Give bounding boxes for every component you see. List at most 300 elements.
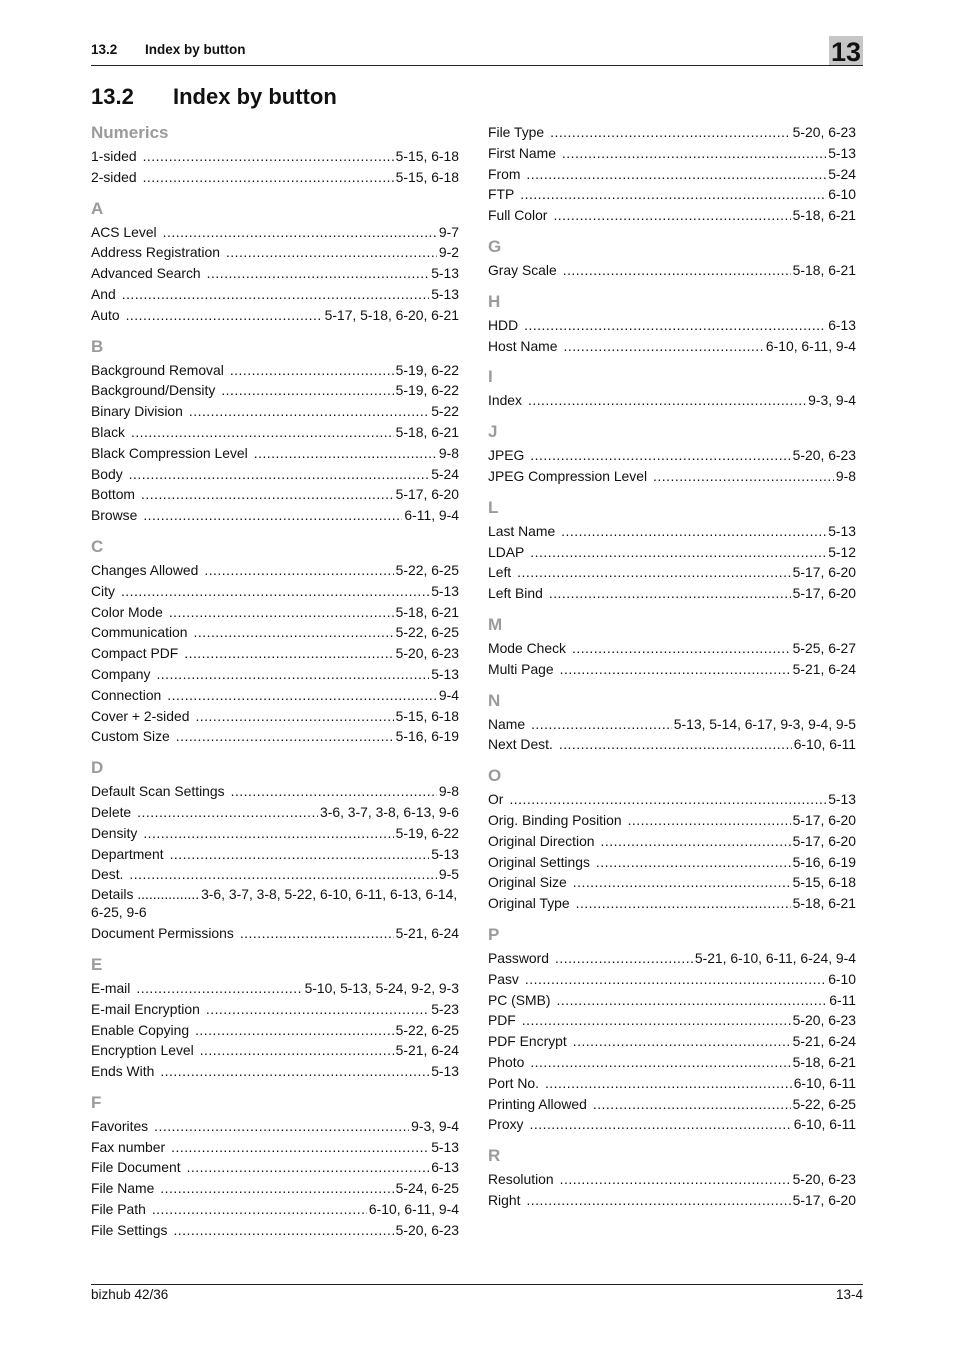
index-entry [488, 445, 856, 466]
index-page-refs: 5-21, 6-24 [792, 1033, 856, 1050]
dot-leader [176, 726, 394, 747]
index-term: File Name [91, 1180, 155, 1197]
dot-leader [167, 685, 437, 706]
index-entry [91, 1178, 459, 1199]
index-term: Left [488, 564, 512, 581]
index-entry [91, 781, 459, 802]
index-page-refs: 5-18, 6-21 [395, 423, 459, 440]
page-title-text: Index by button [173, 84, 337, 109]
index-page-refs: 5-18, 6-21 [792, 261, 856, 278]
dot-leader [143, 823, 393, 844]
index-entry [488, 336, 856, 357]
index-term: File Type [488, 124, 545, 140]
index-entry [91, 263, 459, 284]
index-page-refs: 5-22, 6-25 [792, 1095, 856, 1112]
index-term: PDF [488, 1012, 516, 1029]
index-page-refs: 6-10 [828, 970, 856, 987]
index-term: Ends With [91, 1063, 155, 1080]
index-entry [488, 1190, 856, 1211]
dot-leader [136, 978, 302, 999]
index-entry [91, 505, 459, 526]
index-entry [488, 1114, 856, 1135]
dot-leader [163, 222, 437, 243]
index-term: Advanced Search [91, 265, 201, 282]
dot-leader [545, 1073, 792, 1094]
index-entry [91, 643, 459, 664]
dot-leader [254, 443, 437, 464]
index-letter-heading: J [488, 422, 498, 442]
index-page-refs: 5-21, 6-24 [395, 925, 459, 942]
dot-leader [528, 390, 806, 411]
index-term: Proxy [488, 1116, 524, 1133]
index-entry [91, 464, 459, 485]
dot-leader [563, 260, 791, 281]
index-term: Host Name [488, 337, 558, 354]
index-page-refs: 5-19, 6-22 [395, 824, 459, 841]
index-term: Fax number [91, 1138, 166, 1155]
dot-leader [531, 714, 672, 735]
index-term: JPEG [488, 447, 525, 464]
index-page-refs: 5-20, 6-23 [395, 1221, 459, 1238]
index-page-refs: 6-10, 6-11, 9-4 [765, 337, 856, 354]
index-term: E-mail Encryption [91, 1000, 200, 1017]
dot-leader [576, 893, 791, 914]
index-column-right [488, 122, 856, 1211]
index-term: Port No. [488, 1074, 539, 1091]
dot-leader [509, 789, 826, 810]
dot-leader [557, 990, 828, 1011]
index-entry [488, 734, 856, 755]
index-page-refs: 6-10, 6-11 [793, 1116, 856, 1133]
index-term: Bottom [91, 486, 136, 503]
dot-leader [226, 242, 437, 263]
index-letter-heading: I [488, 367, 493, 387]
running-header [91, 42, 246, 57]
index-entry [91, 167, 459, 188]
index-page-refs: 9-3, 9-4 [808, 392, 856, 409]
index-page-refs: 6-13 [431, 1159, 459, 1176]
index-letter-heading: Numerics [91, 123, 169, 142]
index-entry [91, 422, 459, 443]
dot-leader [152, 1199, 367, 1220]
index-term: Multi Page [488, 660, 554, 677]
index-page-refs: 5-16, 6-19 [792, 853, 856, 870]
index-term: FTP [488, 186, 515, 203]
dot-leader [561, 521, 826, 542]
dot-leader [596, 852, 791, 873]
index-letter-heading: M [488, 614, 503, 634]
dot-leader [126, 305, 323, 326]
index-entry [91, 685, 459, 706]
index-entry [488, 521, 856, 542]
index-page-refs: 5-12 [828, 543, 856, 560]
dot-leader [553, 205, 790, 226]
index-term: Photo [488, 1053, 525, 1070]
index-term: Or [488, 791, 504, 808]
index-page-refs: 5-17, 6-20 [792, 1191, 856, 1208]
index-entry [488, 205, 856, 226]
index-entry [91, 1116, 459, 1137]
index-page-refs: 5-18, 6-21 [792, 207, 856, 224]
index-term: Density [91, 824, 138, 841]
index-term: 1-sided [91, 148, 137, 164]
index-entry [488, 872, 856, 893]
index-term: Last Name [488, 522, 556, 539]
dot-leader [573, 872, 791, 893]
index-entry [488, 810, 856, 831]
index-page-refs: 5-13 [431, 845, 459, 862]
index-page-refs: 6-11 [829, 991, 856, 1008]
index-term: Binary Division [91, 403, 183, 420]
header-section-number: 13.2 [91, 42, 118, 57]
dot-leader [143, 505, 402, 526]
index-term: Encryption Level [91, 1042, 194, 1059]
dot-leader [230, 360, 394, 381]
index-entry [488, 122, 856, 143]
index-page-refs: 5-13 [828, 522, 856, 539]
index-page-refs: 6-11, 9-4 [404, 507, 459, 524]
index-entry [91, 1137, 459, 1158]
index-term: File Document [91, 1159, 181, 1176]
index-term: Changes Allowed [91, 561, 199, 578]
dot-leader [143, 167, 394, 188]
dot-leader [160, 1178, 393, 1199]
index-term: Full Color [488, 207, 548, 224]
index-term: Company [91, 665, 151, 682]
index-page-refs: 9-8 [438, 783, 459, 800]
index-page-refs: 5-17, 5-18, 6-20, 6-21 [324, 306, 459, 323]
dot-leader [121, 581, 429, 602]
dot-leader [184, 643, 393, 664]
index-term: ACS Level [91, 223, 157, 240]
index-term: Connection [91, 686, 162, 703]
index-term: Password [488, 949, 549, 966]
index-term: Printing Allowed [488, 1095, 587, 1112]
index-entry [488, 714, 856, 735]
index-term: File Path [91, 1201, 146, 1218]
index-entry [91, 305, 459, 326]
index-letter-heading: O [488, 766, 502, 786]
dot-leader [141, 484, 394, 505]
index-page-refs: 5-21, 6-24 [792, 660, 856, 677]
index-letter-heading: N [488, 690, 501, 710]
index-page-refs: 5-13 [431, 265, 459, 282]
index-entry [488, 184, 856, 205]
index-entry [488, 789, 856, 810]
index-entry [488, 315, 856, 336]
index-entry [91, 885, 459, 923]
chapter-number-badge: 13 [830, 37, 862, 67]
index-page-refs: 5-13, 5-14, 6-17, 9-3, 9-4, 9-5 [673, 715, 856, 732]
dot-leader [653, 466, 834, 487]
index-entry [488, 562, 856, 583]
index-term: Favorites [91, 1117, 149, 1134]
index-entry [488, 1094, 856, 1115]
index-term: Pasv [488, 970, 519, 987]
index-page-refs: 9-5 [438, 866, 459, 883]
dot-leader [530, 445, 790, 466]
index-entry [91, 401, 459, 422]
dot-leader [530, 1052, 790, 1073]
index-term: File Settings [91, 1221, 168, 1238]
index-entry [488, 893, 856, 914]
index-term: Browse [91, 507, 138, 524]
index-term: Communication [91, 624, 188, 641]
index-term: Compact PDF [91, 645, 179, 662]
index-page-refs: 5-23 [431, 1000, 459, 1017]
index-letter-heading: C [91, 536, 104, 556]
dot-leader [169, 602, 394, 623]
dot-leader [171, 1137, 429, 1158]
header-section-title: Index by button [145, 42, 246, 57]
index-page-refs: 5-15, 6-18 [395, 168, 459, 185]
index-term: Document Permissions [91, 925, 234, 942]
index-entry [488, 638, 856, 659]
index-entry [488, 390, 856, 411]
dot-leader [526, 164, 826, 185]
dot-leader [206, 999, 429, 1020]
index-entry [488, 990, 856, 1011]
index-letter-heading: B [91, 336, 104, 356]
index-term: Black Compression Level [91, 444, 248, 461]
index-page-refs: 9-8 [835, 467, 856, 484]
header-divider [91, 65, 863, 66]
index-page-refs: 5-16, 6-19 [395, 728, 459, 745]
index-entry [488, 466, 856, 487]
dot-leader [520, 184, 826, 205]
index-letter-heading: A [91, 198, 104, 218]
index-entry [91, 443, 459, 464]
dot-leader [194, 622, 394, 643]
index-term: Address Registration [91, 244, 220, 261]
dot-leader [563, 336, 763, 357]
index-entry [488, 1052, 856, 1073]
page-title-number: 13.2 [91, 84, 134, 109]
index-term: Background Removal [91, 361, 224, 378]
dot-leader [195, 1020, 394, 1041]
index-page-refs: 9-4 [438, 686, 459, 703]
index-entry [91, 222, 459, 243]
index-page-refs: 6-10, 6-11, 9-4 [368, 1201, 459, 1218]
index-letter-heading: D [91, 758, 104, 778]
index-page-refs: 5-21, 6-24 [395, 1042, 459, 1059]
index-page-refs: 5-18, 6-21 [792, 1053, 856, 1070]
index-entry [91, 560, 459, 581]
index-term: Custom Size [91, 728, 170, 745]
index-entry [488, 143, 856, 164]
index-entry [91, 284, 459, 305]
index-letter-heading: G [488, 236, 502, 256]
index-page-refs: 5-17, 6-20 [792, 832, 856, 849]
dot-leader [156, 664, 429, 685]
index-page-refs: 5-24 [431, 465, 459, 482]
index-entry [91, 146, 459, 167]
dot-leader [550, 122, 791, 143]
dot-leader [525, 969, 826, 990]
dot-leader [555, 948, 693, 969]
dot-leader [628, 810, 791, 831]
index-term: PDF Encrypt [488, 1033, 567, 1050]
index-entry [488, 583, 856, 604]
dot-leader [122, 284, 429, 305]
index-entry [91, 581, 459, 602]
index-term: Default Scan Settings [91, 783, 225, 800]
index-term: Mode Check [488, 639, 566, 656]
index-entry [488, 831, 856, 852]
index-term: Details ................ [91, 886, 200, 903]
dot-leader [549, 583, 791, 604]
dot-leader [601, 831, 791, 852]
index-page-refs: 5-22, 6-25 [395, 624, 459, 641]
index-page-refs: 5-22 [431, 403, 459, 420]
index-entry [91, 844, 459, 865]
dot-leader [131, 422, 394, 443]
footer-product: bizhub 42/36 [91, 1287, 169, 1302]
index-page-refs: 9-8 [438, 444, 459, 461]
index-page-refs: 5-25, 6-27 [792, 639, 856, 656]
dot-leader [170, 844, 430, 865]
index-entry [488, 1073, 856, 1094]
index-entry [488, 852, 856, 873]
index-page-refs: 9-3, 9-4 [411, 1117, 459, 1134]
index-page-refs: 5-21, 6-10, 6-11, 6-24, 9-4 [694, 949, 856, 966]
index-letter-heading: H [488, 291, 501, 311]
index-term: LDAP [488, 543, 525, 560]
index-term: Orig. Binding Position [488, 811, 622, 828]
footer-page-number: 13-4 [835, 1287, 863, 1302]
index-page-refs: 6-10, 6-11 [793, 1074, 856, 1091]
dot-leader [204, 560, 393, 581]
index-page-refs: 5-22, 6-25 [395, 1021, 459, 1038]
index-term: 2-sided [91, 168, 137, 185]
index-term: Department [91, 845, 164, 862]
index-term: Cover + 2-sided [91, 707, 190, 724]
index-page-refs: 5-18, 6-21 [395, 603, 459, 620]
dot-leader [129, 464, 430, 485]
dot-leader [526, 1190, 790, 1211]
index-page-refs: 5-17, 6-20 [395, 486, 459, 503]
index-letter-heading: L [488, 497, 499, 517]
index-entry [488, 948, 856, 969]
index-page-refs: 5-20, 6-23 [792, 124, 856, 140]
dot-leader [530, 1114, 792, 1135]
index-term: Left Bind [488, 585, 543, 602]
index-page-refs: 5-17, 6-20 [792, 811, 856, 828]
index-entry [488, 969, 856, 990]
dot-leader [562, 143, 826, 164]
index-entry [91, 1199, 459, 1220]
index-letter-heading: R [488, 1146, 501, 1166]
dot-leader [173, 1220, 393, 1241]
index-page-refs: 5-13 [431, 1138, 459, 1155]
index-entry [488, 260, 856, 281]
index-page-refs: 3-6, 3-7, 3-8, 5-22, 6-10, 6-11, 6-13, 6-14, 6-25, 9-6 [91, 886, 458, 920]
index-entry [91, 380, 459, 401]
index-entry [91, 622, 459, 643]
index-page-refs: 5-17, 6-20 [792, 564, 856, 581]
index-entry [91, 802, 459, 823]
index-entry [91, 726, 459, 747]
dot-leader [524, 315, 826, 336]
index-entry [91, 360, 459, 381]
index-entry [91, 602, 459, 623]
index-page-refs: 5-24, 6-25 [395, 1180, 459, 1197]
index-page-refs: 5-13 [431, 285, 459, 302]
dot-leader [240, 923, 394, 944]
index-term: PC (SMB) [488, 991, 551, 1008]
index-entry [91, 1040, 459, 1061]
index-entry [488, 164, 856, 185]
dot-leader [530, 542, 826, 563]
index-page-refs: 9-2 [438, 244, 459, 261]
index-page-refs: 5-20, 6-23 [792, 1012, 856, 1029]
index-page-refs: 5-17, 6-20 [792, 585, 856, 602]
dot-leader [560, 659, 791, 680]
index-page-refs: 5-10, 5-13, 5-24, 9-2, 9-3 [304, 979, 459, 996]
index-page-refs: 5-13 [431, 665, 459, 682]
dot-leader [572, 638, 791, 659]
index-term: JPEG Compression Level [488, 467, 648, 484]
dot-leader [154, 1116, 409, 1137]
index-page-refs: 5-15, 6-18 [792, 874, 856, 891]
index-entry [488, 1010, 856, 1031]
index-term: Body [91, 465, 123, 482]
index-entry [91, 1020, 459, 1041]
dot-leader [143, 146, 394, 167]
dot-leader [560, 1169, 791, 1190]
index-term: Gray Scale [488, 261, 557, 278]
index-entry [91, 706, 459, 727]
index-entry [91, 1061, 459, 1082]
index-term: Index [488, 392, 522, 409]
index-entry [91, 864, 459, 885]
index-entry [91, 1220, 459, 1241]
index-letter-heading: F [91, 1092, 102, 1112]
index-page-refs: 5-24 [828, 165, 856, 182]
dot-leader [522, 1010, 791, 1031]
index-page-refs: 6-10 [828, 186, 856, 203]
index-term: Enable Copying [91, 1021, 190, 1038]
index-term: Color Mode [91, 603, 163, 620]
index-term: Original Settings [488, 853, 590, 870]
index-letter-heading: E [91, 954, 103, 974]
dot-leader [517, 562, 791, 583]
dot-leader [200, 1040, 394, 1061]
index-page-refs: 5-19, 6-22 [395, 361, 459, 378]
index-term: Original Size [488, 874, 567, 891]
index-entry [91, 1157, 459, 1178]
index-page-refs: 5-13 [431, 1063, 459, 1080]
index-entry [91, 978, 459, 999]
index-page-refs: 3-6, 3-7, 3-8, 6-13, 9-6 [320, 803, 459, 820]
index-page-refs: 5-20, 6-23 [792, 1171, 856, 1188]
index-page-refs: 5-13 [431, 582, 459, 599]
dot-leader [573, 1031, 791, 1052]
index-term: Black [91, 423, 125, 440]
index-page-refs: 9-7 [438, 223, 459, 240]
index-letter-heading: P [488, 924, 500, 944]
index-term: Auto [91, 306, 120, 323]
index-term: Original Type [488, 895, 570, 912]
dot-leader [189, 401, 429, 422]
index-entry [91, 242, 459, 263]
index-entry [91, 923, 459, 944]
index-term: First Name [488, 144, 556, 161]
index-term: Right [488, 1191, 521, 1208]
index-page-refs: 5-20, 6-23 [792, 447, 856, 464]
index-term: Original Direction [488, 832, 595, 849]
index-page-refs: 6-10, 6-11 [793, 736, 856, 753]
